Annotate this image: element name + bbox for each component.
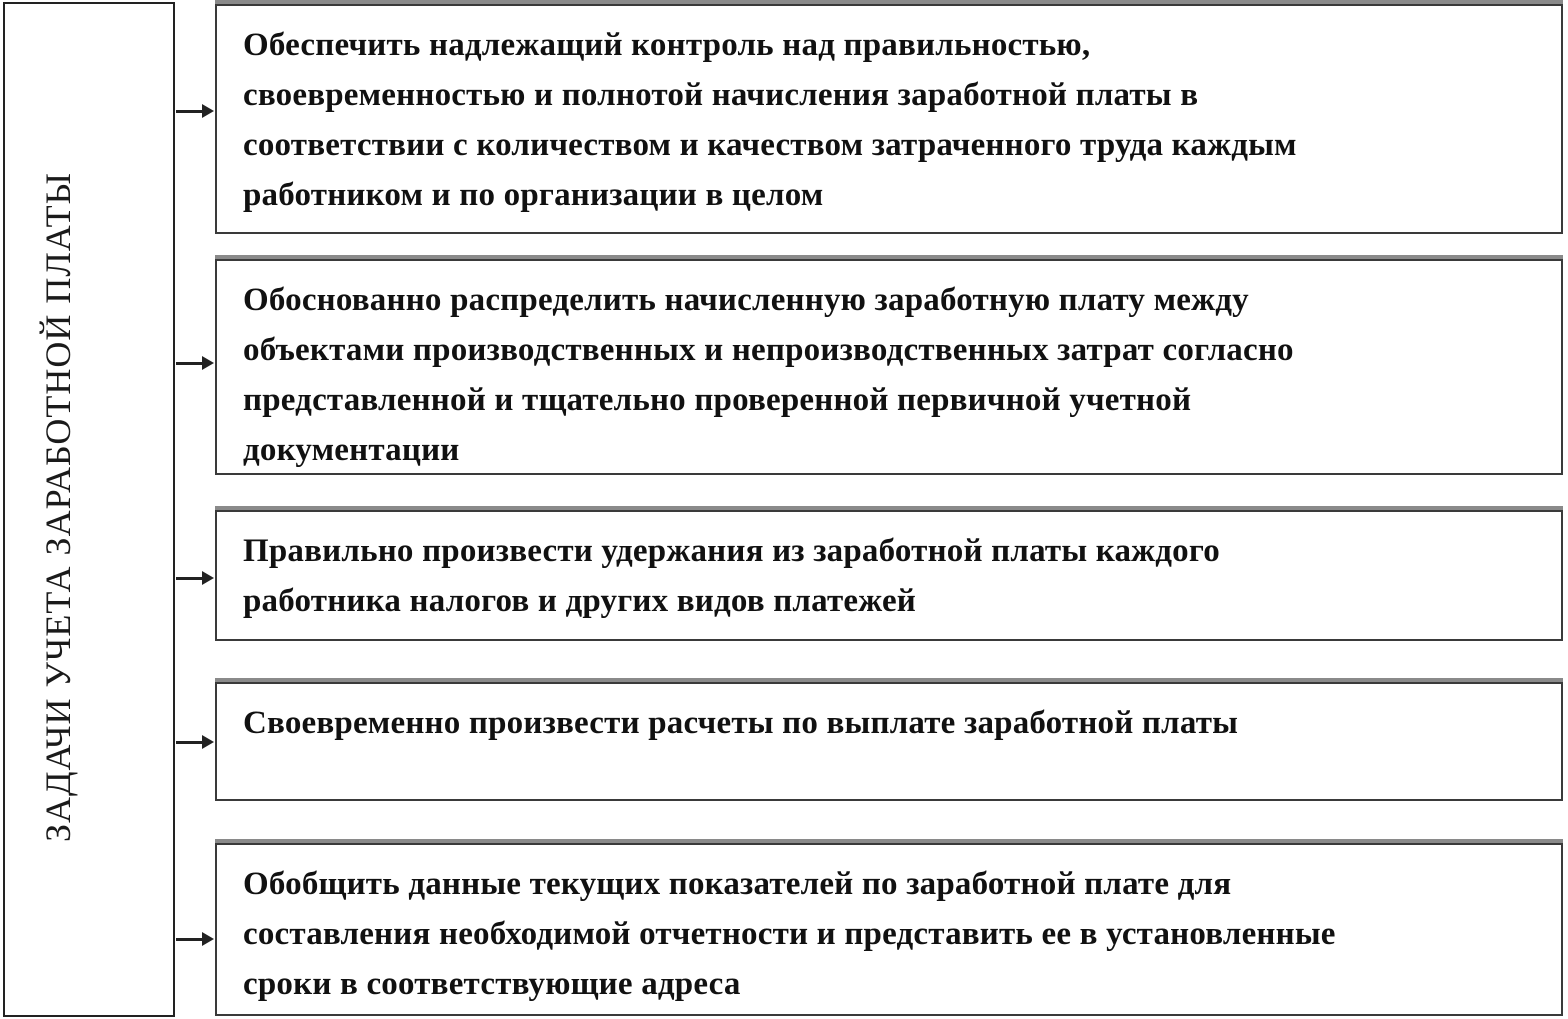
connector-arrow-3 (176, 571, 216, 585)
task-2-text (243, 275, 1541, 475)
task-box-5 (215, 843, 1563, 1016)
title-box (3, 2, 175, 1017)
task-3-text (243, 526, 1541, 626)
arrow-head-icon (202, 735, 214, 749)
task-line: сроки в соответствующие адреса (243, 966, 741, 1002)
task-line: работника налогов и других видов платежей (243, 583, 917, 619)
task-line: Обоснованно распределить начисленную заработную плату между (243, 282, 1249, 318)
connector-line (176, 938, 204, 941)
task-line: Обеспечить надлежащий контроль над правильностью, (243, 27, 1091, 63)
task-box-2 (215, 259, 1563, 475)
connector-line (176, 110, 204, 113)
task-line: объектами производственных и непроизводственных затрат согласно (243, 332, 1294, 368)
task-line: составления необходимой отчетности и представить ее в установленные (243, 916, 1336, 952)
connector-arrow-4 (176, 735, 216, 749)
connector-arrow-5 (176, 932, 216, 946)
task-line: представленной и тщательно проверенной первичной учетной (243, 382, 1192, 418)
task-1-text (243, 20, 1541, 220)
diagram-title: ЗАДАЧИ УЧЕТА ЗАРАБОТНОЙ ПЛАТЫ (38, 171, 78, 843)
connector-line (176, 577, 204, 580)
task-box-3 (215, 510, 1563, 641)
connector-arrow-1 (176, 104, 216, 118)
task-line: работником и по организации в целом (243, 177, 824, 213)
connector-line (176, 741, 204, 744)
task-line: Правильно произвести удержания из заработной платы каждого (243, 533, 1220, 569)
connector-arrow-2 (176, 356, 216, 370)
task-box-1 (215, 4, 1563, 234)
task-line: Обобщить данные текущих показателей по заработной плате для (243, 866, 1232, 902)
task-line: соответствии с количеством и качеством затраченного труда каждым (243, 127, 1297, 163)
task-line: Своевременно произвести расчеты по выплате заработной платы (243, 705, 1239, 741)
task-5-text (243, 859, 1541, 1009)
task-line: документации (243, 432, 460, 468)
arrow-head-icon (202, 932, 214, 946)
task-4-text (243, 698, 1541, 748)
connector-line (176, 362, 204, 365)
arrow-head-icon (202, 356, 214, 370)
task-box-4 (215, 682, 1563, 801)
arrow-head-icon (202, 571, 214, 585)
task-line: своевременностью и полнотой начисления заработной платы в (243, 77, 1199, 113)
arrow-head-icon (202, 104, 214, 118)
